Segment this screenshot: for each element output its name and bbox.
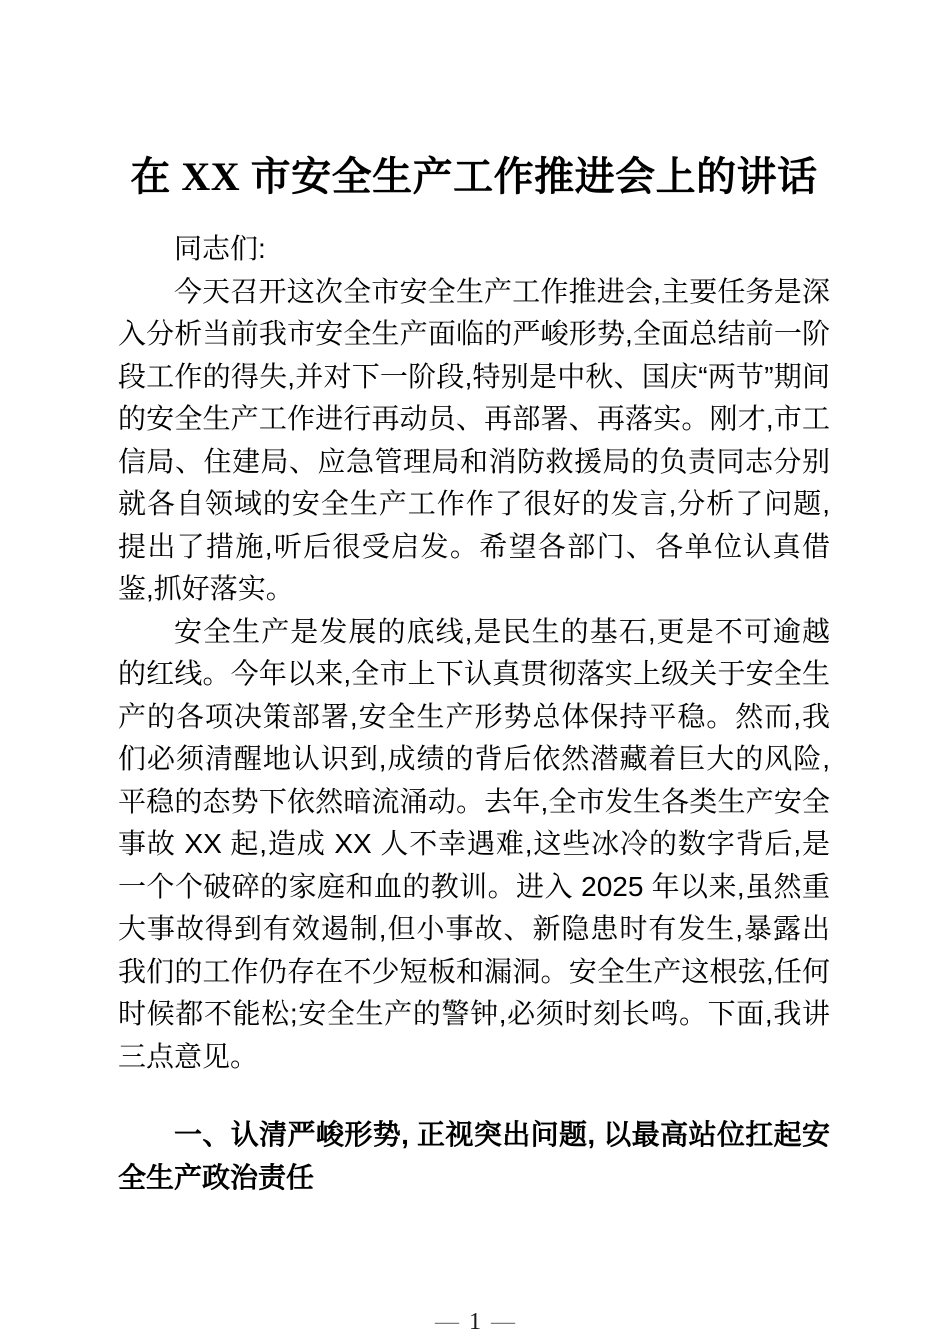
footer-dash-right: — — [491, 1309, 515, 1335]
section-heading-1: 一、认清严峻形势, 正视突出问题, 以最高站位扛起安全生产政治责任 — [118, 1119, 830, 1193]
footer-dash-left: — — [435, 1309, 459, 1335]
body-paragraph-1: 今天召开这次全市安全生产工作推进会,主要任务是深入分析当前我市安全生产面临的严峻形势,全面总结前一阶段工作的得失,并对下一阶段,特别是中秋、国庆“两节”期间的安全生产工作进行再动员、再部署、再落实。刚才,市工信局、住建局、应急管理局和消防救援局的负责同志分别就各自领域的安全生产工作作了很好的发言,分析了问题,提出了措施,听后很受启发。希望各部门、各单位认真借鉴,抓好落实。 — [118, 275, 830, 604]
page-footer — [0, 1308, 950, 1336]
page-number: 1 — [469, 1309, 481, 1335]
body-paragraph-2: 安全生产是发展的底线,是民生的基石,更是不可逾越的红线。今年以来,全市上下认真贯彻落实上级关于安全生产的各项决策部署,安全生产形势总体保持平稳。然而,我们必须清醒地认识到,成绩的背后依然潜藏着巨大的风险,平稳的态势下依然暗流涌动。去年,全市发生各类生产安全事故 XX 起,造成 XX 人不幸遇难,这些冰冷的数字背后,是一个个破碎的家庭和血的教训。进入 2025 年以来,虽然重大事故得到有效遏制,但小事故、新隐患时有发生,暴露出我们的工作仍存在不少短板和漏洞。安全生产这根弦,任何时候都不能松;安全生产的警钟,必须时刻长鸣。下面,我讲三点意见。 — [118, 615, 830, 1072]
salutation-line: 同志们: — [174, 233, 266, 264]
document-title: 在 XX 市安全生产工作推进会上的讲话 — [130, 154, 818, 199]
